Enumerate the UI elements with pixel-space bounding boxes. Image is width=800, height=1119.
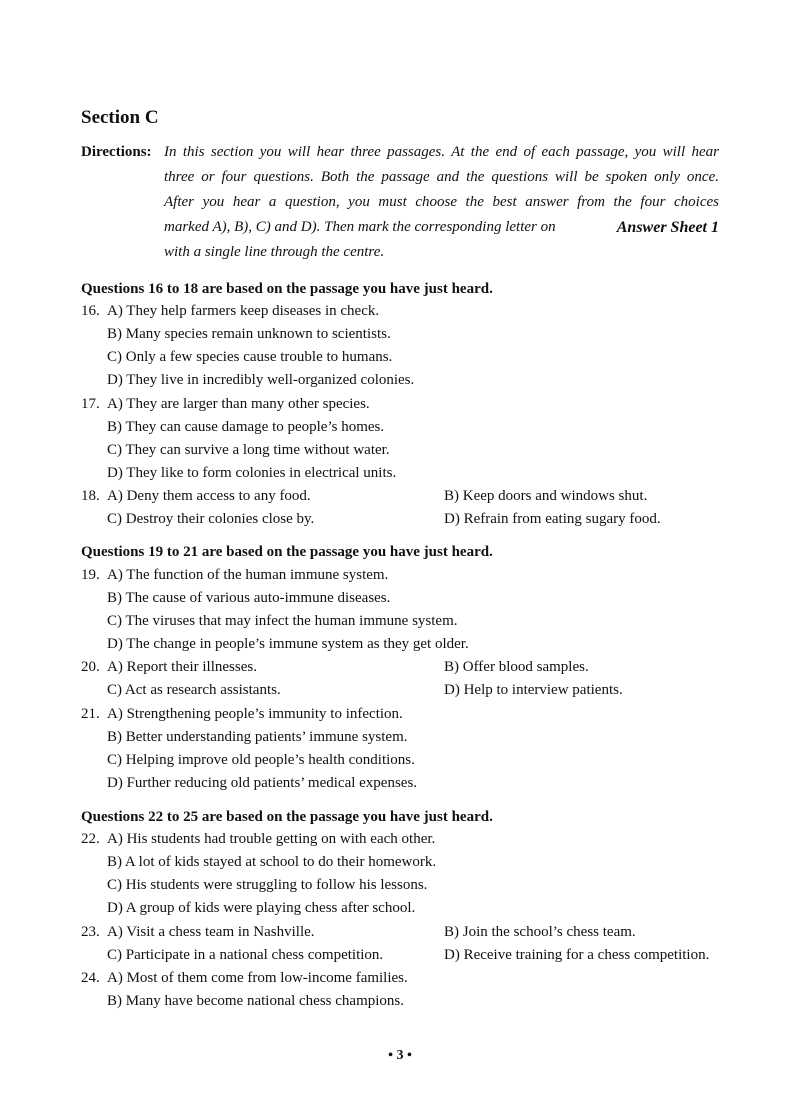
question-number: 17.: [81, 396, 100, 412]
page-number: • 3 •: [388, 1048, 412, 1063]
group-header-16-18: Questions 16 to 18 are based on the passage you have just heard.: [81, 281, 493, 297]
directions-line-3: After you hear a question, you must choose the best answer from the four choices: [164, 194, 719, 210]
option-20-b: B) Offer blood samples.: [444, 659, 589, 675]
question-number: 22.: [81, 831, 100, 847]
question-number: 23.: [81, 924, 100, 940]
group-header-19-21: Questions 19 to 21 are based on the passage you have just heard.: [81, 544, 493, 560]
question-number: 18.: [81, 488, 100, 504]
option-16-d: D) They live in incredibly well-organized colonies.: [107, 372, 415, 388]
option-22-b: B) A lot of kids stayed at school to do their homework.: [107, 854, 437, 870]
option-18-b: B) Keep doors and windows shut.: [444, 488, 648, 504]
option-22-a: A) His students had trouble getting on with each other.: [107, 831, 436, 847]
directions-line-2: three or four questions. Both the passage and the questions will be spoken only once.: [164, 169, 719, 185]
section-title: Section C: [81, 107, 159, 128]
directions-line-4-text: marked A), B), C) and D). Then mark the corresponding letter on: [164, 219, 556, 235]
option-23-c: C) Participate in a national chess competition.: [107, 947, 384, 963]
option-24-b: B) Many have become national chess champions.: [107, 993, 404, 1009]
option-18-a: A) Deny them access to any food.: [107, 488, 311, 504]
option-20-a: A) Report their illnesses.: [107, 659, 257, 675]
group-header-22-25: Questions 22 to 25 are based on the passage you have just heard.: [81, 809, 493, 825]
option-23-b: B) Join the school’s chess team.: [444, 924, 636, 940]
option-17-c: C) They can survive a long time without water.: [107, 442, 390, 458]
option-19-c: C) The viruses that may infect the human immune system.: [107, 613, 458, 629]
option-19-b: B) The cause of various auto-immune diseases.: [107, 590, 391, 606]
answer-sheet-emphasis: Answer Sheet 1: [616, 219, 719, 236]
option-16-c: C) Only a few species cause trouble to humans.: [107, 349, 393, 365]
option-22-d: D) A group of kids were playing chess after school.: [107, 900, 416, 916]
option-21-d: D) Further reducing old patients’ medical expenses.: [107, 775, 418, 791]
question-number: 20.: [81, 659, 100, 675]
question-number: 24.: [81, 970, 100, 986]
directions-line-4: [164, 219, 719, 236]
option-17-d: D) They like to form colonies in electrical units.: [107, 465, 397, 481]
question-number: 16.: [81, 303, 100, 319]
option-17-a: A) They are larger than many other species.: [107, 396, 370, 412]
option-19-a: A) The function of the human immune system.: [107, 567, 389, 583]
directions-line-1: In this section you will hear three passages. At the end of each passage, you will hear: [164, 144, 719, 160]
directions-line-5: with a single line through the centre.: [164, 244, 385, 260]
option-22-c: C) His students were struggling to follow his lessons.: [107, 877, 428, 893]
option-18-c: C) Destroy their colonies close by.: [107, 511, 315, 527]
option-21-a: A) Strengthening people’s immunity to infection.: [107, 706, 403, 722]
option-16-b: B) Many species remain unknown to scientists.: [107, 326, 391, 342]
option-24-a: A) Most of them come from low-income families.: [107, 970, 408, 986]
option-19-d: D) The change in people’s immune system as they get older.: [107, 636, 469, 652]
question-number: 19.: [81, 567, 100, 583]
option-23-a: A) Visit a chess team in Nashville.: [107, 924, 315, 940]
option-20-c: C) Act as research assistants.: [107, 682, 281, 698]
option-23-d: D) Receive training for a chess competition.: [444, 947, 710, 963]
directions-label: Directions:: [81, 144, 152, 160]
option-16-a: A) They help farmers keep diseases in check.: [107, 303, 380, 319]
option-21-b: B) Better understanding patients’ immune system.: [107, 729, 408, 745]
question-number: 21.: [81, 706, 100, 722]
option-20-d: D) Help to interview patients.: [444, 682, 623, 698]
option-18-d: D) Refrain from eating sugary food.: [444, 511, 661, 527]
option-17-b: B) They can cause damage to people’s homes.: [107, 419, 385, 435]
option-21-c: C) Helping improve old people’s health conditions.: [107, 752, 415, 768]
